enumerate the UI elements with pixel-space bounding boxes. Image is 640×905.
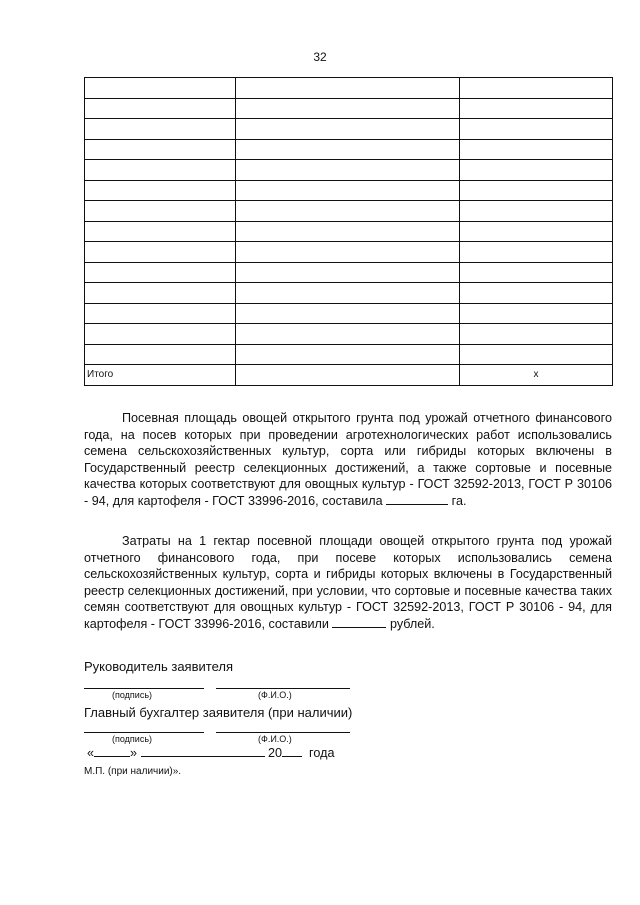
paragraph-sowing-area bbox=[84, 410, 612, 510]
paragraph-costs bbox=[84, 533, 612, 633]
table-cell bbox=[460, 119, 613, 140]
table-cell bbox=[460, 160, 613, 181]
paragraph-costs-text: Затраты на 1 гектар посевной площади овощей открытого грунта под урожай отчетного финансового года, при посеве которых использовались семена сельскохозяйственных культур, сорта и гибриды которых включены в Государственный реестр селекционных достижений, при условии, что сортовые и посевные качества таких семян соответствуют для овощных культур - ГОСТ 32592-2013, ГОСТ Р 30106 - 94, для картофеля - ГОСТ 33996-2016, составили bbox=[84, 534, 612, 631]
table-cell bbox=[236, 119, 460, 140]
table-row bbox=[85, 262, 613, 283]
day-blank bbox=[94, 745, 130, 757]
table-cell bbox=[85, 139, 236, 160]
table-cell bbox=[460, 303, 613, 324]
data-table bbox=[84, 77, 613, 386]
table-cell bbox=[85, 303, 236, 324]
table-cell bbox=[460, 78, 613, 99]
table-cell bbox=[236, 344, 460, 365]
total-value-cell: х bbox=[460, 365, 613, 386]
paragraph-sowing-area-text: Посевная площадь овощей открытого грунта под урожай отчетного финансового года, на посев которых при проведении агротехнологических работ использовались семена сельскохозяйственных культур, сорта или гибриды которых включены в Государственный реестр селекционных достижений, а также сортовые и посевные качества которых соответствуют для овощных культур - ГОСТ 32592-2013, ГОСТ Р 30106 - 94, для картофеля - ГОСТ 33996-2016, составила bbox=[84, 411, 612, 508]
accountant-title: Главный бухгалтер заявителя (при наличии) bbox=[84, 705, 353, 720]
table-row bbox=[85, 180, 613, 201]
table-cell bbox=[460, 98, 613, 119]
table-cell bbox=[460, 242, 613, 263]
page-number: 32 bbox=[313, 50, 327, 64]
head-name-caption: (Ф.И.О.) bbox=[258, 690, 292, 700]
table-row bbox=[85, 242, 613, 263]
table-cell bbox=[460, 344, 613, 365]
area-unit: га. bbox=[451, 493, 467, 508]
table-row bbox=[85, 98, 613, 119]
table-cell bbox=[460, 324, 613, 345]
head-signature-caption: (подпись) bbox=[112, 690, 153, 700]
table-cell bbox=[85, 262, 236, 283]
table-cell bbox=[85, 324, 236, 345]
table-cell bbox=[85, 78, 236, 99]
table-cell bbox=[236, 242, 460, 263]
area-blank bbox=[386, 493, 448, 505]
date-line bbox=[87, 745, 334, 760]
table-row bbox=[85, 139, 613, 160]
table-cell bbox=[236, 139, 460, 160]
table-cell bbox=[460, 262, 613, 283]
month-blank bbox=[141, 745, 265, 757]
table-cell bbox=[236, 78, 460, 99]
date-open-quote: « bbox=[87, 746, 95, 760]
table-cell bbox=[85, 221, 236, 242]
table-total-row bbox=[85, 365, 613, 386]
accountant-signature-caption: (подпись) bbox=[112, 734, 153, 744]
table-cell bbox=[236, 180, 460, 201]
table-row bbox=[85, 283, 613, 304]
table-row bbox=[85, 160, 613, 181]
table-cell bbox=[236, 201, 460, 222]
table-cell bbox=[460, 283, 613, 304]
total-empty-cell bbox=[236, 365, 460, 386]
table-row bbox=[85, 344, 613, 365]
table-cell bbox=[236, 303, 460, 324]
table-row bbox=[85, 119, 613, 140]
table-body bbox=[85, 78, 613, 386]
table-cell bbox=[460, 180, 613, 201]
year-prefix: 20 bbox=[268, 746, 283, 760]
year-blank bbox=[282, 745, 302, 757]
costs-unit: рублей. bbox=[389, 616, 435, 631]
accountant-name-caption: (Ф.И.О.) bbox=[258, 734, 292, 744]
table-cell bbox=[236, 98, 460, 119]
table-cell bbox=[85, 201, 236, 222]
table-row bbox=[85, 324, 613, 345]
table-cell bbox=[85, 344, 236, 365]
table-row bbox=[85, 303, 613, 324]
table-cell bbox=[236, 324, 460, 345]
table-cell bbox=[85, 160, 236, 181]
table-cell bbox=[236, 262, 460, 283]
total-label-cell: Итого bbox=[85, 365, 236, 386]
table-cell bbox=[85, 119, 236, 140]
head-signature-line bbox=[84, 688, 204, 689]
table-cell bbox=[460, 139, 613, 160]
table-cell bbox=[85, 242, 236, 263]
table-row bbox=[85, 201, 613, 222]
accountant-signature-line bbox=[84, 732, 204, 733]
stamp-note: М.П. (при наличии)». bbox=[84, 766, 182, 777]
head-title: Руководитель заявителя bbox=[84, 659, 233, 674]
table-cell bbox=[236, 283, 460, 304]
table-row bbox=[85, 78, 613, 99]
costs-blank bbox=[332, 616, 386, 628]
table-cell bbox=[85, 283, 236, 304]
accountant-name-line bbox=[216, 732, 350, 733]
table-cell bbox=[236, 160, 460, 181]
table-cell bbox=[236, 221, 460, 242]
head-name-line bbox=[216, 688, 350, 689]
table-cell bbox=[460, 201, 613, 222]
table-row bbox=[85, 221, 613, 242]
table-cell bbox=[85, 180, 236, 201]
table-cell bbox=[85, 98, 236, 119]
date-close-quote: » bbox=[130, 746, 138, 760]
table-cell bbox=[460, 221, 613, 242]
year-suffix: года bbox=[309, 746, 335, 760]
